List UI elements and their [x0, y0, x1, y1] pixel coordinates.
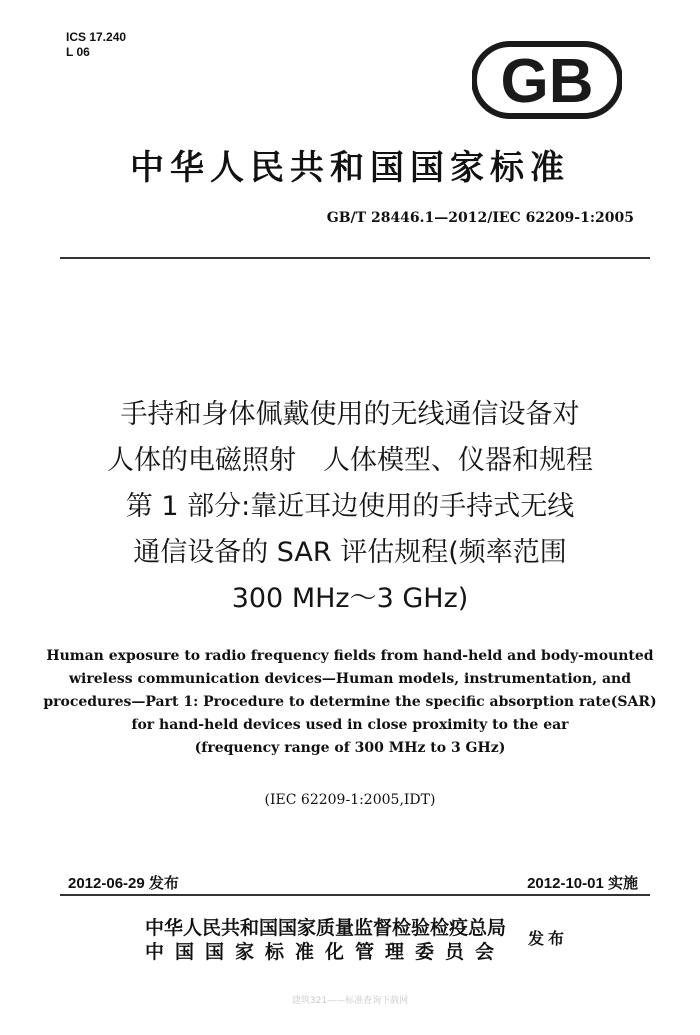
- national-standard-title: 中华人民共和国国家标准: [130, 148, 570, 188]
- chinese-title-line: 通信设备的 SAR 评估规程(频率范围: [133, 537, 567, 568]
- ics-code: ICS 17.240: [66, 30, 127, 44]
- standard-number: GB/T 28446.1—2012/IEC 62209-1:2005: [326, 210, 634, 226]
- chinese-title: [30, 392, 670, 622]
- issuer-line: 中国国家标准化管理委员会: [145, 941, 506, 963]
- publish-label: 发布: [528, 929, 569, 948]
- issue-date: 2012-06-29 发布: [68, 875, 179, 892]
- english-title-line: procedures—Part 1: Procedure to determine the specific absorption rate(SAR): [43, 694, 657, 710]
- logo-text: GB: [500, 47, 594, 116]
- english-title-line: wireless communication devices—Human models, instrumentation, and: [69, 671, 631, 687]
- english-title-line: (frequency range of 300 MHz to 3 GHz): [194, 740, 506, 756]
- chinese-title-line: 第 1 部分:靠近耳边使用的手持式无线: [125, 491, 575, 522]
- ccs-code: L 06: [66, 45, 90, 59]
- chinese-title-line: 手持和身体佩戴使用的无线通信设备对: [120, 399, 580, 430]
- watermark: 建筑321——标准查询下载网: [291, 996, 409, 1006]
- gb-logo-icon: [472, 40, 622, 120]
- english-title-line: for hand-held devices used in close proximity to the ear: [131, 717, 569, 733]
- footer-divider: [60, 894, 650, 896]
- english-title-line: Human exposure to radio frequency fields from hand-held and body-mounted: [46, 648, 654, 664]
- issuing-authorities: [145, 916, 506, 964]
- chinese-title-line: 人体的电磁照射 人体模型、仪器和规程: [107, 445, 593, 476]
- issuer-line: 中华人民共和国国家质量监督检验检疫总局: [145, 917, 507, 939]
- header-divider: [60, 257, 650, 259]
- english-title: [40, 645, 660, 760]
- equivalence-note: (IEC 62209-1:2005,IDT): [264, 792, 436, 808]
- gb-logo: [472, 40, 622, 120]
- implementation-date: 2012-10-01 实施: [527, 875, 638, 892]
- chinese-title-line: 300 MHz～3 GHz): [231, 583, 469, 614]
- classification-codes: [66, 30, 126, 60]
